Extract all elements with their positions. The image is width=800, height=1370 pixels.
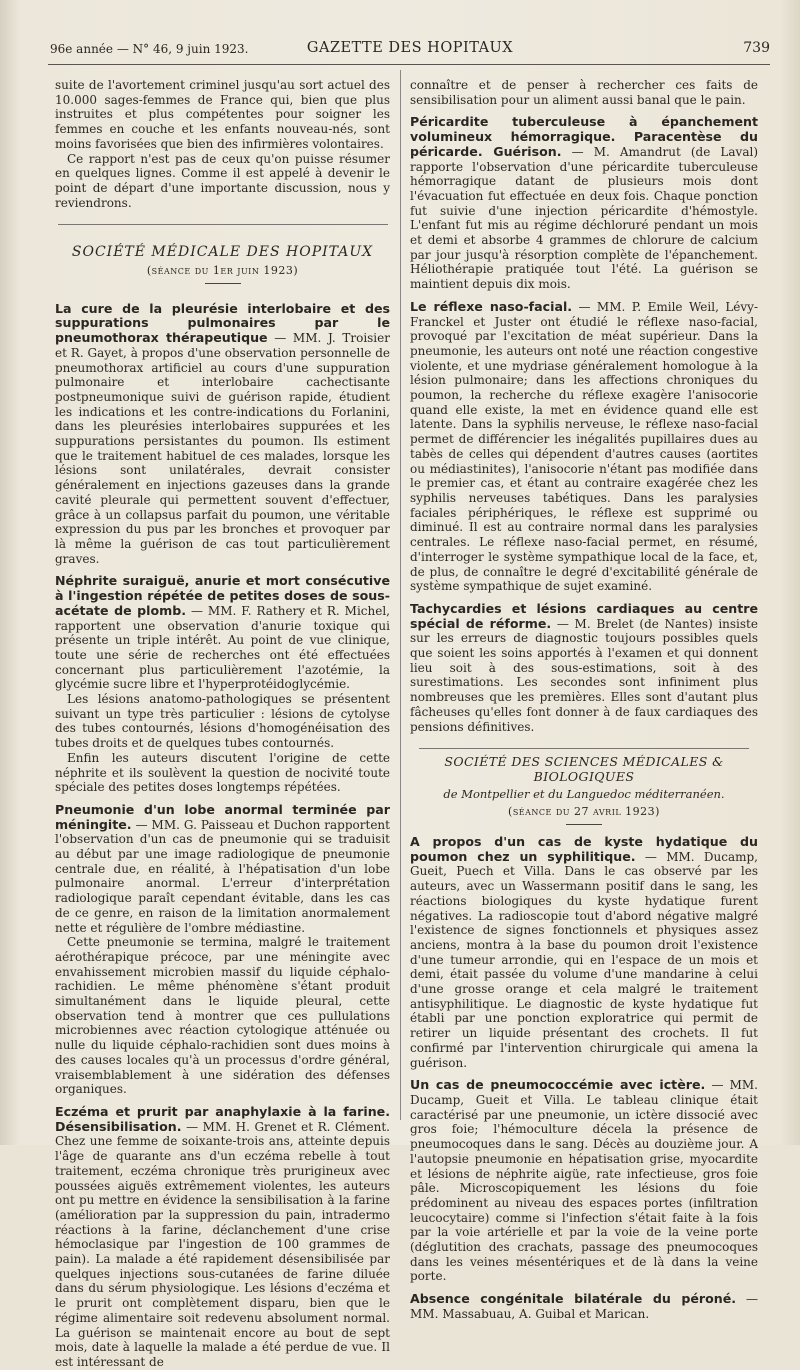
small-rule <box>205 283 241 284</box>
society-title: SOCIÉTÉ DES SCIENCES MÉDICALES & BIOLOGIQUES <box>444 754 724 784</box>
article-title: Eczéma et prurit par anaphylaxie à la farine. Désensibilisation. <box>55 1104 390 1134</box>
session-date: (séance du 27 avril 1923) <box>508 805 660 819</box>
article-title: Absence congénitale bilatérale du péroné. <box>410 1291 737 1307</box>
article-text: — MM. H. Grenet et R. Clément. Chez une femme de soixante-trois ans, atteinte depuis l'âge de quarante ans d'un eczéma rebelle à tout traitement, eczéma chronique très prurigineux avec poussées aiguës extrêmement violentes, les auteurs ont pu mettre en évidence la sensibilisation à la farine (amélioration par la suppression du pain, intradermo réactions à la farine, déclanchement d'une crise hémoclasique par l'ingestion de 100 grammes de pain). La malade a été rapidement désensibilisée par quelques injections sous-cutanées de farine diluée dans du sérum physiologique. Les lésions d'eczéma et le prurit ont complètement disparu, bien que le régime alimentaire soit redevenu absolument normal. La guérison se maintenait encore au bout de sept mois, date à laquelle la malade a été perdue de vue. Il est intéressant de <box>55 1119 390 1369</box>
section-separator <box>419 748 749 749</box>
article-title: Néphrite suraiguë, anurie et mort consécutive à l'ingestion répétée de petites doses de sous-acétate de plomb. <box>55 573 390 618</box>
article-text: — MM. P. Emile Weil, Lévy-Franckel et Juster ont étudié le réflexe naso-facial, provoqué par l'excitation de méat supérieur. Dans la pneumonie, les auteurs ont noté une réaction congestive violente, et une mydriase généralement homologue à la lésion pulmonaire; dans les affections chroniques du poumon, la recherche du réflexe exagère l'anisocorie quand elle existe, la met en évidence quand elle est latente. Dans la syphilis nerveuse, le réflexe naso-facial permet de différencier les inégalités pupillaires dues au tabès de celles qui dépendent d'autres causes (aortites ou médiastinites), l'anisocorie n'étant pas modifiée dans le premier cas, et étant au contraire exagérée chez les syphilis nerveuses tabétiques. Dans les paralysies faciales périphériques, le réflexe est supprimé ou diminué. Il est au contraire normal dans les paralysies centrales. Le réflexe naso-facial permet, en résumé, d'interroger le système sympathique local de la face, et, de plus, de connaître le degré d'excitabilité générale de système sympathique de sujet examiné. <box>410 299 758 594</box>
page-number: 739 <box>743 40 770 56</box>
article-text: — MM. Ducamp, Gueit et Villa. Le tableau clinique était caractérisé par une pneumonie, un ictère dissocié avec gros foie; l'hémoculture décela la présence de pneumocoques dans le sang. Décès au douzième jour. A l'autopsie pneumonie en hépatisation grise, myocardite et lésions de néphrite aigüe, rate infectieuse, gros foie pâle. Microscopiquement les lésions du foie prédominent au niveau des espaces portes (infiltration leucocytaire) comme si l'infection s'était faite à la fois par la voie artérielle et par la voie de la veine porte (déglutition des crachats, passage des pneumocoques dans les veines mésentériques et de là dans la veine porte. <box>410 1078 758 1284</box>
article-text: — M. Amandrut (de Laval) rapporte l'observation d'une péricardite tuberculeuse hémorragique datant de plusieurs mois dont l'évacuation fut effectuée en deux fois. Chaque ponction fut suivie d'une injection péricardite d'hémostyle. L'enfant fut mis au régime déchloruré pendant un mois et demi et absorbe 4 grammes de chlorure de calcium par jour jusqu'à résorption complète de l'épanchement. Héliothérapie pratiquée tout l'été. La guérison se maintient depuis dix mois. <box>410 144 758 292</box>
article-title: Pneumonie d'un lobe anormal terminée par méningite. <box>55 801 390 832</box>
article-text: — MM. Ducamp, Gueit, Puech et Villa. Dans le cas observé par les auteurs, avec un Wassermann positif dans le sang, les réactions biologiques du kyste hydatique furent négatives. La radioscopie tout d'abord négative malgré l'existence de signes fonctionnels et physiques assez anciens, montra à la base du poumon droit l'existence d'une tumeur arrondie, qui en l'espace de un mois et demi, était passée du volume d'une mandarine à celui d'une grosse orange et cela malgré le traitement antisyphilitique. Le diagnostic de kyste hydatique fut établi par une ponction exploratrice qui permit de retirer un liquide présentant des crochets. Il fut confirmé par l'intervention chirurgicale qui amena la guérison. <box>410 849 758 1070</box>
page-header <box>50 38 770 62</box>
column-divider <box>400 70 401 1120</box>
section-separator <box>58 224 388 225</box>
article-paragraph: Enfin les auteurs discutent l'origine de cette néphrite et ils soulèvent la question de nocivité toute spéciale des petites doses longtemps répétées. <box>55 750 390 795</box>
article-title: A propos d'un cas de kyste hydatique du poumon chez un syphilitique. <box>410 834 758 864</box>
society-title: SOCIÉTÉ MÉDICALE DES HOPITAUX <box>71 244 374 261</box>
session-date: (séance du 1er juin 1923) <box>146 264 299 278</box>
right-column <box>410 78 758 1322</box>
article-text: — MM. G. Paisseau et Duchon rapportent l'observation d'un cas de pneumonie qui se traduisit au début par une image radiologique de pneumonie centrale due, en réalité, à l'hépatisation d'un lobe pulmonaire anormal. L'erreur d'interprétation radiologique paraît cependant évitable, dans les cas de ce genre, en raison de la limitation anormalement nette et régulière de l'ombre médiastine. <box>55 817 390 935</box>
header-rule <box>48 64 770 65</box>
article-paragraph: Les lésions anatomo-pathologiques se présentent suivant un type très particulier : lésions de cytolyse des tubes contournés, lésions d'homogénéisation des tubes droits et de quelques tubes contournés. <box>55 692 390 751</box>
article-text: — MM. F. Rathery et R. Michel, rapportent une observation d'anurie toxique qui présente un triple intérêt. Au point de vue clinique, toute une série de recherches ont été effectuées concernant plus particulièrement l'azotémie, la glycémie sucre libre et l'hyperprotéidoglycémie. <box>55 603 390 692</box>
article-title: La cure de la pleurésie interlobaire et des suppurations pulmonaires par le pneumothorax thérapeutique <box>55 300 390 346</box>
article-paragraph: Cette pneumonie se termina, malgré le traitement aérothérapique précoce, par une méningite avec envahissement microbien massif du liquide céphalo-rachidien. Le même phénomène s'étant produit simultanément dans le liquide pleural, cette observation tend à montrer que ces pullulations microbiennes avec réaction cytologique atténuée ou nulle du liquide céphalo-rachidien sont dues moins à des causes locales qu'à un processus d'ordre général, vraisemblablement à une sidération des défenses organiques. <box>55 935 390 1097</box>
intro-paragraph-1: suite de l'avortement criminel jusqu'au sort actuel des 10.000 sages-femmes de France qui, bien que plus instruites et plus compétentes pour soigner les femmes en couche et les enfants nouveau-nés, sont moins favorisées que bien des infirmières volontaires. <box>55 78 390 151</box>
intro-paragraph-2: Ce rapport n'est pas de ceux qu'on puisse résumer en quelques lignes. Comme il est appelé à devenir le point de départ d'une importante discussion, nous y reviendrons. <box>55 151 390 210</box>
article-text: — M. Brelet (de Nantes) insiste sur les erreurs de diagnostic toujours possibles quels que soient les soins apportés à l'examen et qui donnent lieu soit à des sous-estimations, soit à des surestimations. Les secondes sont infiniment plus nombreuses que les premières. Elles sont d'autant plus fâcheuses qu'elles font donner à de faux cardiaques des pensions définitives. <box>410 616 758 734</box>
article-text: — MM. Massabuau, A. Guibal et Marican. <box>410 1292 758 1321</box>
left-column <box>55 78 390 1370</box>
small-rule <box>566 824 602 825</box>
continued-paragraph: connaître et de penser à rechercher ces faits de sensibilisation pour un aliment aussi banal que le pain. <box>410 78 758 107</box>
society-subtitle: de Montpellier et du Languedoc méditerranéen. <box>443 786 725 801</box>
issue-info: 96e année — N° 46, 9 juin 1923. <box>50 42 249 56</box>
article-title: Un cas de pneumococcémie avec ictère. <box>410 1077 706 1093</box>
article-title: Le réflexe naso-facial. <box>410 298 573 314</box>
journal-title: GAZETTE DES HOPITAUX <box>306 40 514 56</box>
article-title: Tachycardies et lésions cardiaques au centre spécial de réforme. <box>410 600 758 631</box>
article-title: Péricardite tuberculeuse à épanchement volumineux hémorragique. Paracentèse du péricarde. Guérison. <box>410 114 758 159</box>
article-text: — MM. J. Troisier et R. Gayet, à propos d'une observation personnelle de pneumothorax artificiel au cours d'une suppuration pulmonaire et interlobaire cachectisante postpneumonique suivi de guérison rapide, étudient les indications et les contre-indications du Forlanini, dans les pleurésies interlobaires suppurées et les suppurations persistantes du poumon. Ils estiment que le traitement habituel de ces malades, lorsque les lésions sont unilatérales, devrait consister généralement en injections gazeuses dans la grande cavité pleurale qui permettent souvent d'effectuer, grâce à un collapsus parfait du poumon, une véritable expression du pus par les bronches et provoquer par là même la guérison de cas tout particulièrement graves. <box>55 331 390 566</box>
